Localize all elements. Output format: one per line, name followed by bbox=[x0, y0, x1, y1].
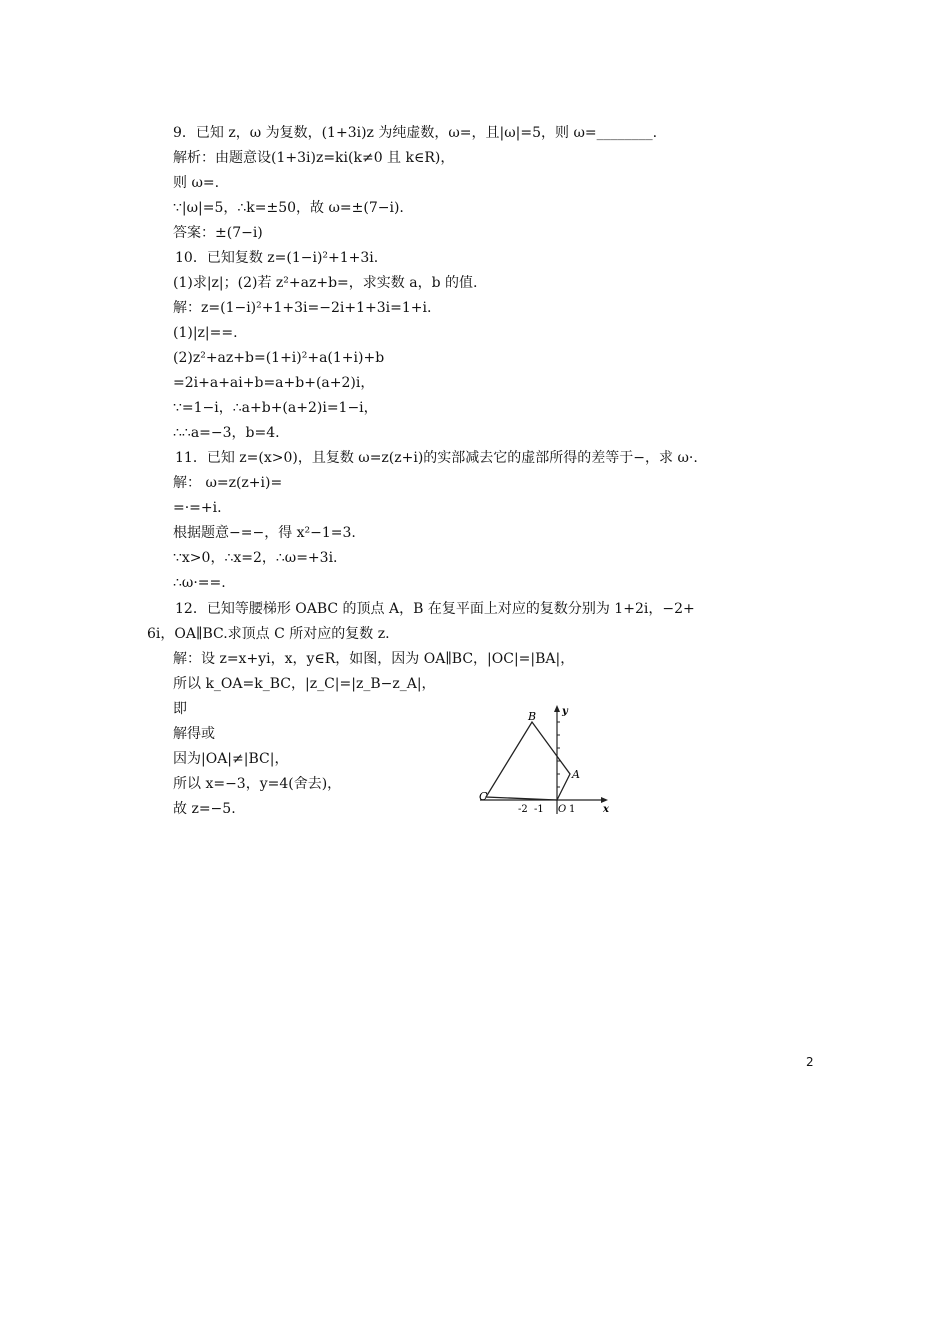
problem-11-solution-4: ∵x>0，∴x=2，∴ω=+3i. bbox=[173, 550, 338, 566]
problem-11-solution-3: 根据题意−=−，得 x²−1=3. bbox=[173, 525, 356, 541]
page-number: 2 bbox=[806, 1055, 814, 1069]
problem-12-stem-2: 6i，OA∥BC.求顶点 C 所对应的复数 z. bbox=[147, 626, 390, 642]
problem-11-solution-2: =·=+i. bbox=[173, 500, 222, 516]
problem-12-solution-3: 即 bbox=[173, 701, 187, 717]
problem-10-solution-6: ∴∴a=−3，b=4. bbox=[173, 425, 280, 441]
problem-10-solution-1: 解：z=(1−i)²+1+3i=−2i+1+3i=1+i. bbox=[173, 300, 432, 316]
problem-10-solution-4: =2i+a+ai+b=a+b+(a+2)i， bbox=[173, 375, 375, 391]
problem-9-answer: 答案：±(7−i) bbox=[173, 225, 263, 241]
origin-label: O bbox=[558, 804, 567, 815]
vertex-label-a: A bbox=[572, 768, 580, 781]
problem-11-stem: 11．已知 z=(x>0)，且复数 ω=z(z+i)的实部减去它的虚部所得的差等于−，求 ω·. bbox=[175, 450, 698, 466]
problem-9-stem: 9．已知 z，ω 为复数，(1+3i)z 为纯虚数，ω=，且|ω|=5，则 ω=________. bbox=[173, 125, 658, 141]
problem-10-solution-5: ∵=1−i，∴a+b+(a+2)i=1−i， bbox=[173, 400, 378, 416]
tick-label-neg2: -2 bbox=[518, 804, 528, 815]
vertex-label-c: C bbox=[479, 790, 488, 803]
problem-12-solution-5: 因为|OA|≠|BC|， bbox=[173, 751, 289, 767]
trapezoid-figure bbox=[478, 702, 618, 822]
x-axis-arrow-icon bbox=[601, 797, 608, 803]
problem-12-solution-1: 解：设 z=x+yi，x，y∈R，如图，因为 OA∥BC，|OC|=|BA|， bbox=[173, 651, 575, 667]
problem-9-analysis-1: 解析：由题意设(1+3i)z=ki(k≠0 且 k∈R)， bbox=[173, 150, 455, 166]
problem-10-stem: 10．已知复数 z=(1−i)²+1+3i. bbox=[175, 250, 379, 266]
problem-12-solution-2: 所以 k_OA=k_BC，|z_C|=|z_B−z_A|， bbox=[173, 676, 436, 692]
problem-11-solution-1: 解： ω=z(z+i)= bbox=[173, 475, 283, 491]
y-axis-arrow-icon bbox=[554, 705, 560, 712]
vertex-label-b: B bbox=[528, 710, 537, 723]
problem-12-stem-1: 12．已知等腰梯形 OABC 的顶点 A，B 在复平面上对应的复数分别为 1+2i，−2+ bbox=[175, 601, 695, 617]
problem-9-analysis-2: 则 ω=. bbox=[173, 175, 220, 191]
problem-12-solution-7: 故 z=−5. bbox=[173, 801, 236, 817]
tick-label-neg1: -1 bbox=[534, 804, 544, 815]
problem-12-solution-4: 解得或 bbox=[173, 726, 215, 742]
problem-9-analysis-3: ∵|ω|=5，∴k=±50，故 ω=±(7−i). bbox=[173, 200, 404, 216]
x-axis-label: x bbox=[603, 804, 609, 815]
tick-label-1: 1 bbox=[569, 804, 576, 815]
problem-10-solution-3: (2)z²+az+b=(1+i)²+a(1+i)+b bbox=[173, 350, 385, 366]
y-axis-label: y bbox=[562, 706, 568, 717]
problem-10-solution-2: (1)|z|==. bbox=[173, 325, 238, 341]
problem-10-parts: (1)求|z|；(2)若 z²+az+b=，求实数 a，b 的值. bbox=[173, 275, 478, 291]
problem-12-solution-6: 所以 x=−3，y=4(舍去)， bbox=[173, 776, 342, 792]
problem-11-solution-5: ∴ω·==. bbox=[173, 575, 226, 591]
